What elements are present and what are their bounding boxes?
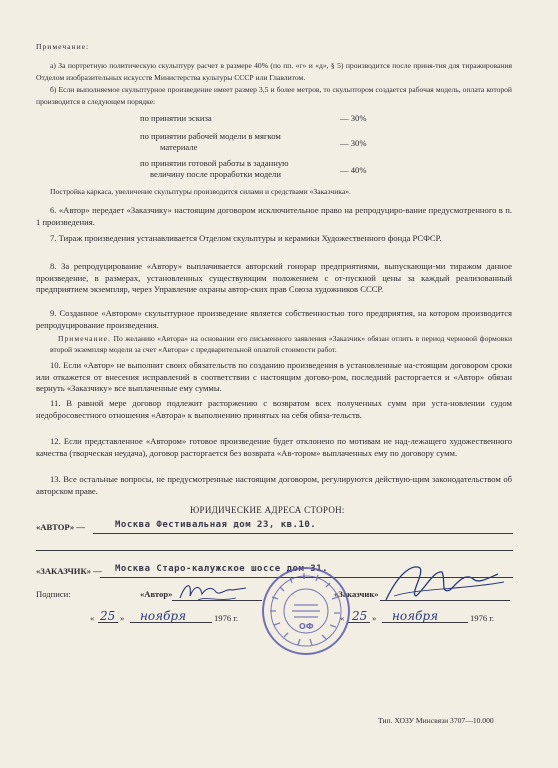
author-date-open-quote: « [90,613,95,623]
round-stamp [260,565,352,657]
payment-value: — 40% [340,165,367,175]
author-address: Москва Фестивальная дом 23, кв.10. [115,520,317,530]
clause-11: 11. В равной мере договор подлежит расторжению с возвратом всех полученных сумм при уста-новлении судом недобросовестного отношения «Автора» к выполнению принятых на себя обяза-тельств. [36,398,512,420]
author-address-line-2 [36,550,513,551]
signatures-label: Подписи: [36,589,71,599]
payment-label: по принятии эскиза [140,113,212,123]
customer-date-year: 1976 г. [470,613,495,623]
clause-9-note [50,334,512,355]
customer-date-month: ноября [392,609,439,623]
payment-label: по принятии готовой работы в заданную [140,158,289,168]
customer-date-month-line [382,622,468,623]
clause-9-note-text: По желанию «Автора» на основании его письменного заявления «Заказчик» обязан отлить в период черновой формовки второй экземпляр модели за счет «Автора» с предварительной оплатой стоимости работ. [50,334,513,354]
payment-label: материале [160,142,198,152]
clause-6: 6. «Автор» передает «Заказчику» настоящим договором исключительное право на репродуциро-вание предусмотренного в п. 1 произведения. [36,205,512,227]
author-label: «АВТОР» — [36,522,85,532]
author-date-day-line [98,622,118,623]
clause-9-note-label: Примечание. [58,334,111,343]
payment-value: — 30% [340,138,367,148]
customer-date-open-quote: « [340,613,345,623]
printer-footer: Тип. ХОЗУ Минсвязи 3707—10.000 [378,716,494,725]
clause-12: 12. Если представленное «Автором» готовое произведение будет отклонено по мотивам не над-лежащего художественного качества (творческая неудача), договор расторгается без возврата «Ав-тором» выплаченных ему по договору сумм. [36,436,512,458]
customer-sign-label: «Заказчик» [334,589,379,599]
payment-label: величину после проработки модели [150,169,281,179]
note-b: б) Если выполняемое скульптурное произведение имеет размер 3,5 и более метров, то скульптором создается рабочая модель, оплата которой производится в следующем порядке: [36,85,512,106]
author-sign-label: «Автор» [140,589,173,599]
author-date-year: 1976 г. [214,613,239,623]
clause-13: 13. Все остальные вопросы, не предусмотренные настоящим договором, регулируются действую-щим законодательством об авторском праве. [36,474,512,496]
clause-9: 9. Созданное «Автором» скульптурное произведение является собственностью того предприятия, на котором производится репродуцирование произведения. [36,308,512,330]
customer-address: Москва Старо-калужское шоссе дом 31. [115,564,329,574]
addresses-heading: ЮРИДИЧЕСКИЕ АДРЕСА СТОРОН: [190,505,345,515]
clause-10: 10. Если «Автор» не выполнит своих обязательств по созданию произведения в установленные на-стоящим договором сроки или откажется от внесения исправлений в соответствии с настоящим догово-ром, последний расторгается и «Автор» обязан вернуть «Заказчику» все выплаченные ему суммы. [36,360,512,393]
author-date-month-line [130,622,212,623]
payment-label: по принятии рабочей модели в мягком [140,131,281,141]
clause-7: 7. Тираж произведения устанавливается Отделом скульптуры и керамики Художественного фонда РСФСР. [50,233,442,243]
author-date-month: ноября [140,609,187,623]
author-date-day: 25 [100,609,116,623]
payment-value: — 30% [340,113,367,123]
customer-signature [380,560,510,605]
stamp-letters: ОФ [299,622,314,631]
clause-8: 8. За репродуцирование «Автору» выплачивается авторский гонорар предприятиями, выпускающи-ми тиражом данное произведение, в размерах, установленных существующим положением с от-пускной цены за каждый реализованный предприятием экземпляр, через Управление охраны автор-ских прав Союза художников СССР. [36,261,512,294]
author-signature [176,578,256,604]
author-address-line [93,533,513,534]
author-date-close-quote: » [120,613,125,623]
carcass-note: Постройка каркаса, увеличение скульптуры производится силами и средствами «Заказчика». [50,187,351,196]
customer-date-close-quote: » [372,613,377,623]
note-heading: Примечание: [36,42,90,51]
customer-label: «ЗАКАЗЧИК» — [36,566,102,576]
note-a: а) За портретную политическую скульптуру расчет в размере 40% (по пп. «г» и «д», § 5) производится после приня-тия для тиражирования Отделом изобразительных искусств Министерства культуры СССР или Главлитом. [36,61,512,82]
customer-date-day: 25 [352,609,368,623]
